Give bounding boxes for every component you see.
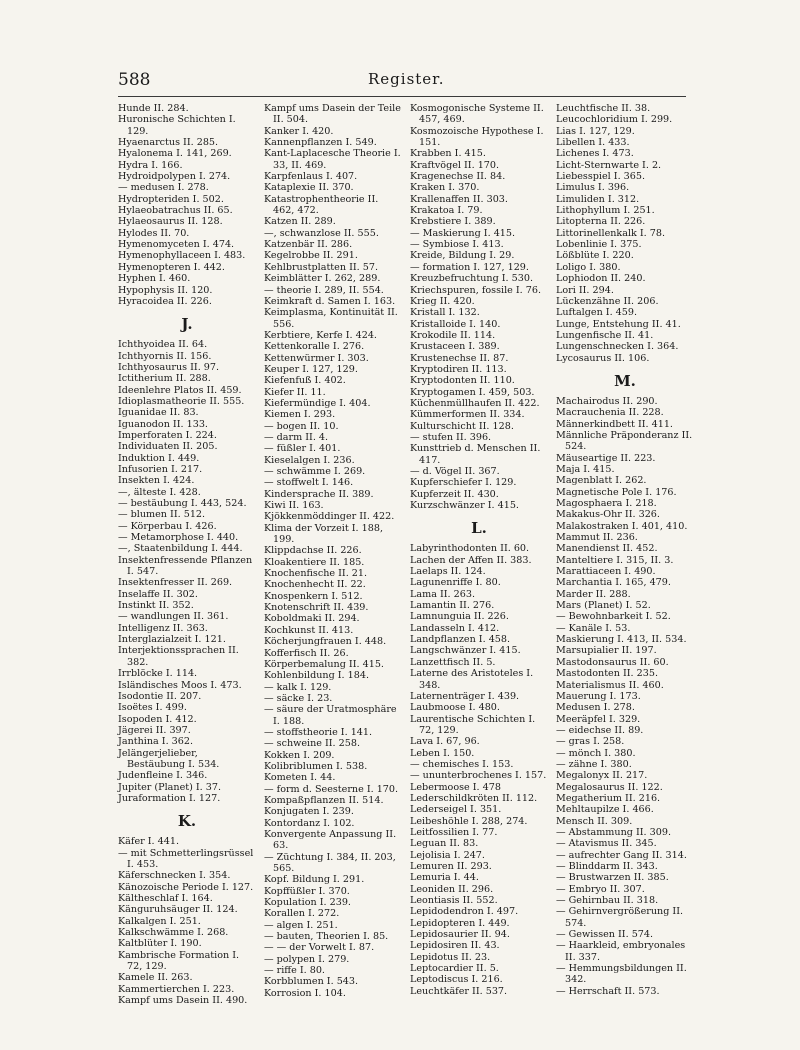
index-entry: Kopf. Bildung I. 291. <box>264 874 365 886</box>
index-entry: Intelligenz II. 363. <box>118 622 208 634</box>
index-entry: Kulturschicht II. 128. <box>410 420 514 432</box>
index-entry: Kiefermündige I. 404. <box>264 397 371 409</box>
index-entry: Kunsttrieb d. Menschen II. 417. <box>410 443 541 466</box>
index-entry: Krustaceen I. 389. <box>410 341 500 353</box>
index-entry: Keuper I. 127, 129. <box>264 363 358 375</box>
index-entry: Malakostraken I. 401, 410. <box>556 520 688 532</box>
index-entry: Kiefenfuß I. 402. <box>264 375 346 387</box>
index-entry: Hymenomyceten I. 474. <box>118 239 235 251</box>
index-entry: Infusorien I. 217. <box>118 463 203 475</box>
index-entry: Kehlbrustplatten II. 57. <box>264 261 379 273</box>
index-entry: Ideenlehre Platos II. 459. <box>118 384 242 396</box>
index-entry: Mammut II. 236. <box>556 532 638 544</box>
index-entry: Keimkraft d. Samen I. 163. <box>264 295 396 307</box>
index-entry: Kosmogonische Systeme II. 457, 469. <box>410 103 544 126</box>
index-entry: Knochenhecht II. 22. <box>264 579 366 591</box>
index-entry: — Haarkleid, embryonales II. 337. <box>556 940 686 963</box>
index-entry: Kreuzbefruchtung I. 530. <box>410 273 534 285</box>
index-entry: Kreide, Bildung I. 29. <box>410 250 515 262</box>
index-entry: — kalk I. 129. <box>264 681 332 693</box>
index-entry: — mit Schmetterlingsrüssel I. 453. <box>118 847 254 870</box>
index-entry: Kurzschwänzer I. 415. <box>410 500 519 512</box>
index-entry: Karpfenlaus I. 407. <box>264 171 358 183</box>
index-entry: Kraftvögel II. 170. <box>410 159 500 171</box>
index-entry: Hyracoidea II. 226. <box>118 295 212 307</box>
index-entry: — darm II. 4. <box>264 431 329 443</box>
index-entry: Liebesspiel I. 365. <box>556 171 646 183</box>
index-entry: Insektenfressende Pflanzen I. 547. <box>118 554 253 578</box>
index-entry: —, schwanzlose II. 555. <box>264 227 379 239</box>
index-entry: Kalkschwämme I. 268. <box>118 927 229 939</box>
index-entry: Luftalgen I. 459. <box>556 307 638 319</box>
index-entry: Käfer I. 441. <box>118 836 180 848</box>
index-entry: — blumen II. 512. <box>118 509 206 521</box>
index-entry: Kampf ums Dasein der Teile II. 504. <box>264 103 401 126</box>
index-entry: Huronische Schichten I. 129. <box>118 114 236 137</box>
index-entry: Makakus-Ohr II. 326. <box>556 509 660 521</box>
index-entry: Lanzettfisch II. 5. <box>410 656 496 668</box>
index-entry: Ichthyosaurus II. 97. <box>118 361 220 373</box>
index-entry: Jelängerjelieber, Bestäubung I. 534. <box>118 747 220 770</box>
index-entry: Kataplexie II. 370. <box>264 182 354 194</box>
index-entry: Interjektionssprachen II. 382. <box>118 645 239 668</box>
index-entry: Marchantia I. 165, 479. <box>556 577 671 589</box>
index-entry: Kopffüßler I. 370. <box>264 885 350 897</box>
index-entry: Kampf ums Dasein II. 490. <box>118 995 248 1007</box>
index-entry: Lückenzähne II. 206. <box>556 295 659 307</box>
index-entry: Mäuseartige II. 223. <box>556 452 656 464</box>
index-entry: — Atavismus II. 345. <box>556 838 657 850</box>
index-entry: Korrosion I. 104. <box>264 987 346 999</box>
index-entry: Maja I. 415. <box>556 463 615 475</box>
index-entry: Kochkunst II. 413. <box>264 624 354 636</box>
index-entry: Konvergente Anpassung II. 63. <box>264 829 397 852</box>
index-columns <box>118 103 702 1006</box>
index-entry: Isodontie II. 207. <box>118 690 202 702</box>
index-entry: Leucochloridium I. 299. <box>556 114 673 126</box>
index-entry: Kant-Laplacesche Theorie I. 33, II. 469. <box>264 148 401 171</box>
index-entry: Korallen I. 272. <box>264 908 340 920</box>
index-entry: Kerbtiere, Kerfe I. 424. <box>264 329 377 341</box>
index-entry: Lebermoose I. 478 <box>410 781 501 793</box>
index-entry: — zähne I. 380. <box>556 758 632 770</box>
index-entry: Kannenpflanzen I. 549. <box>264 137 377 149</box>
index-entry: Kupferschiefer I. 129. <box>410 477 517 489</box>
index-entry: Ictitherium II. 288. <box>118 373 211 385</box>
index-entry: Hydropteriden I. 502. <box>118 193 224 205</box>
index-entry: Krakatoa I. 79. <box>410 205 483 217</box>
index-entry: Leuchtfische II. 38. <box>556 103 651 114</box>
index-entry: — stoffstheorie I. 141. <box>264 726 373 738</box>
index-entry: Lophiodon II. 240. <box>556 273 646 285</box>
index-entry: — füßler I. 401. <box>264 443 341 455</box>
index-entry: Leptodiscus I. 216. <box>410 974 503 986</box>
index-entry: Lagunenriffe I. 80. <box>410 577 501 589</box>
index-entry: Kometen I. 44. <box>264 772 336 784</box>
index-entry: — Brustwarzen II. 385. <box>556 872 669 884</box>
index-entry: Käferschnecken I. 354. <box>118 870 231 882</box>
index-entry: Limulus I. 396. <box>556 182 630 194</box>
index-entry: Knospenkern I. 512. <box>264 590 363 602</box>
header-rule <box>118 96 686 97</box>
index-entry: Kambrische Formation I. 72, 129. <box>118 949 240 973</box>
index-entry: Hylaeobatrachus II. 65. <box>118 205 233 217</box>
index-entry: Katzenbär II. 286. <box>264 239 353 251</box>
index-entry: Lemuren II. 293. <box>410 861 492 872</box>
index-entry: Kiemen I. 293. <box>264 409 336 421</box>
index-entry: Lunge, Entstehung II. 41. <box>556 318 681 330</box>
index-entry: Krallenaffen II. 303. <box>410 193 508 205</box>
index-entry: Lobenlinie I. 375. <box>556 239 642 251</box>
index-entry: Medusen I. 278. <box>556 702 635 714</box>
index-entry: Induktion I. 449. <box>118 452 200 464</box>
index-entry: Kolibriblumen I. 538. <box>264 760 368 772</box>
index-entry: Inselaffe II. 302. <box>118 588 198 600</box>
index-entry: Leuchtkäfer II. 537. <box>410 985 508 997</box>
index-entry: Katastrophentheorie II. 462, 472. <box>264 193 379 217</box>
index-entry: Iguanidae II. 83. <box>118 407 199 419</box>
index-entry: Manteltiere I. 315, II. 3. <box>556 554 674 566</box>
index-entry: Hyaenarctus II. 285. <box>118 137 219 149</box>
index-entry: Juraformation I. 127. <box>118 792 221 804</box>
index-entry: — säcke I. 23. <box>264 692 333 704</box>
index-entry: Kristall I. 132. <box>410 307 480 319</box>
index-entry: Leitfossilien I. 77. <box>410 826 498 838</box>
index-entry: — — der Vorwelt I. 87. <box>264 942 375 954</box>
index-entry: Lori II. 294. <box>556 284 614 296</box>
index-entry: Klima der Vorzeit I. 188, 199. <box>264 522 383 546</box>
section-letter: K. <box>177 812 197 831</box>
index-entry: Ichthyornis II. 156. <box>118 350 212 362</box>
index-entry: — Blinddarm II. 343. <box>556 861 658 872</box>
index-entry: Lamnunguia II. 226. <box>410 611 509 623</box>
index-entry: Kryptodonten II. 110. <box>410 375 515 387</box>
index-entry: Lichenes I. 473. <box>556 148 634 160</box>
index-entry: Lithophyllum I. 251. <box>556 205 655 217</box>
index-entry: Hyphen I. 460. <box>118 273 191 285</box>
index-entry: Lepidopteren I. 449. <box>410 917 510 929</box>
index-entry: Loligo I. 380. <box>556 261 621 273</box>
index-entry: Isopoden I. 412. <box>118 713 197 725</box>
index-entry: Meeräpfel I. 329. <box>556 713 641 725</box>
section-letter: L. <box>471 519 487 538</box>
index-entry: Kegelrobbe II. 291. <box>264 250 358 262</box>
index-entry: — Herrschaft II. 573. <box>556 985 660 997</box>
index-entry: Leguan II. 83. <box>410 838 479 850</box>
index-column-4 <box>556 103 694 1006</box>
index-entry: Leontiasis II. 552. <box>410 895 498 907</box>
index-entry: Lepidosiren II. 43. <box>410 940 500 952</box>
index-entry: — ununterbrochenes I. 157. <box>410 770 547 782</box>
index-entry: Judenfleine I. 346. <box>118 770 208 782</box>
index-entry: Litopterna II. 226. <box>556 216 646 228</box>
index-entry: Jägerei II. 397. <box>118 724 191 736</box>
index-entry: Kosmozoische Hypothese I. 151. <box>410 125 544 149</box>
index-entry: — Kanäle I. 53. <box>556 622 631 634</box>
index-entry: Lederschildkröten II. 112. <box>410 792 538 804</box>
index-entry: Isoëtes I. 499. <box>118 702 187 714</box>
index-entry: Kümmerformen II. 334. <box>410 409 525 421</box>
index-entry: Kiwi II. 163. <box>264 500 324 512</box>
index-entry: Kiefer II. 11. <box>264 386 326 398</box>
index-entry: Instinkt II. 352. <box>118 600 194 612</box>
index-entry: Libellen I. 433. <box>556 137 630 149</box>
index-entry: Kragenechse II. 84. <box>410 171 506 183</box>
index-entry: Laternenträger I. 439. <box>410 690 520 702</box>
index-entry: Lepidodendron I. 497. <box>410 906 519 918</box>
index-entry: Leibeshöhle I. 288, 274. <box>410 815 528 827</box>
index-entry: — bestäubung I. 443, 524. <box>118 498 247 509</box>
index-entry: — Gehirnbau II. 318. <box>556 895 659 907</box>
index-entry: Köcherjungfrauen I. 448. <box>264 636 387 648</box>
index-entry: Knochenfische II. 21. <box>264 568 368 580</box>
index-entry: Magnetische Pole I. 176. <box>556 486 677 498</box>
index-entry: Laterne des Aristoteles I. 348. <box>410 668 534 691</box>
index-entry: Konjugaten I. 239. <box>264 806 354 818</box>
index-entry: Känguruhsäuger II. 124. <box>118 904 238 916</box>
index-entry: — mönch I. 380. <box>556 747 636 759</box>
index-entry: Licht-Sternwarte I. 2. <box>556 159 662 171</box>
index-entry: Kettenkoralle I. 276. <box>264 341 365 353</box>
index-entry: Janthina I. 362. <box>118 736 194 748</box>
index-entry: Lungenfische II. 41. <box>556 329 654 341</box>
index-entry: Kältheschlaf I. 164. <box>118 893 213 904</box>
index-entry: — Abstammung II. 309. <box>556 826 671 838</box>
index-entry: Keimplasma, Kontinuität II. 556. <box>264 307 398 330</box>
index-entry: — algen I. 251. <box>264 919 338 931</box>
index-entry: Mars (Planet) I. 52. <box>556 600 651 612</box>
index-entry: — medusen I. 278. <box>118 182 209 194</box>
index-entry: Marsupialier II. 197. <box>556 645 657 657</box>
index-entry: Kindersprache II. 389. <box>264 488 374 500</box>
index-entry: Kaltblüter I. 190. <box>118 938 202 950</box>
index-entry: Kalkalgen I. 251. <box>118 915 201 927</box>
index-entry: — Symbiose I. 413. <box>410 239 504 251</box>
index-entry: Insektenfresser II. 269. <box>118 577 233 589</box>
index-entry: Manendienst II. 452. <box>556 543 658 555</box>
index-entry: Kloakentiere II. 185. <box>264 556 365 568</box>
index-entry: Knotenschrift II. 439. <box>264 602 369 614</box>
index-entry: Hydroidpolypen I. 274. <box>118 171 231 183</box>
index-entry: Kofferfisch II. 26. <box>264 647 349 659</box>
index-entry: Leoniden II. 296. <box>410 883 494 895</box>
index-entry: Landasseln I. 412. <box>410 622 500 634</box>
index-entry: Krabben I. 415. <box>410 148 486 160</box>
index-entry: Kammertierchen I. 223. <box>118 983 235 995</box>
index-entry: Marattiaceen I. 490. <box>556 566 656 578</box>
index-entry: — stufen II. 396. <box>410 431 492 443</box>
index-entry: Iguanodon II. 133. <box>118 418 208 430</box>
index-entry: Lycosaurus II. 106. <box>556 352 650 364</box>
index-entry: — form d. Seesterne I. 170. <box>264 783 399 795</box>
index-entry: — Körperbau I. 426. <box>118 520 217 532</box>
index-entry: Kupferzeit II. 430. <box>410 488 499 500</box>
index-column-1 <box>118 103 256 1006</box>
index-entry: Lachen der Affen II. 383. <box>410 554 532 566</box>
index-entry: Lemuria I. 44. <box>410 872 479 884</box>
index-entry: Hymenopteren I. 442. <box>118 261 225 273</box>
index-entry: — formation I. 127, 129. <box>410 261 529 273</box>
index-entry: Mauerung I. 173. <box>556 690 641 702</box>
index-entry: Landpflanzen I. 458. <box>410 634 511 646</box>
index-entry: Interglazialzeit I. 121. <box>118 634 226 646</box>
index-entry: Leben I. 150. <box>410 747 475 759</box>
index-entry: Kompaßpflanzen II. 514. <box>264 794 384 806</box>
page-number: 588 <box>118 70 151 90</box>
index-column-3 <box>410 103 548 1006</box>
index-entry: Isländisches Moos I. 473. <box>118 679 242 691</box>
index-entry: Hunde II. 284. <box>118 103 189 114</box>
index-entry: Kettenwürmer I. 303. <box>264 352 369 364</box>
index-entry: Mensch II. 309. <box>556 815 633 827</box>
index-entry: Männerkindbett II. 411. <box>556 418 673 430</box>
index-entry: — stoffwelt I. 146. <box>264 477 354 489</box>
index-entry: Machairodus II. 290. <box>556 395 658 407</box>
index-entry: — Maskierung I. 415. <box>410 227 516 239</box>
index-entry: Kristalloide I. 140. <box>410 318 501 330</box>
index-entry: Idioplasmatheorie II. 555. <box>118 395 245 407</box>
index-entry: — schweine II. 258. <box>264 738 361 750</box>
index-entry: Marder II. 288. <box>556 588 631 600</box>
index-entry: Megatherium II. 216. <box>556 792 661 804</box>
index-entry: — Hemmungsbildungen II. 342. <box>556 963 687 986</box>
index-entry: Lejolisia I. 247. <box>410 849 485 861</box>
index-entry: Kjökkenmöddinger II. 422. <box>264 511 395 523</box>
index-entry: Kriechspuren, fossile I. 76. <box>410 284 542 296</box>
index-entry: Lamantin II. 276. <box>410 600 495 612</box>
section-letter: M. <box>614 371 636 390</box>
index-entry: Lößblüte I. 220. <box>556 250 634 262</box>
index-entry: Mastodonten II. 235. <box>556 668 658 680</box>
index-entry: Lias I. 127, 129. <box>556 125 635 137</box>
index-entry: Krustenechse II. 87. <box>410 352 509 364</box>
index-entry: Lederseigel I. 351. <box>410 804 502 816</box>
index-entry: — säure der Uratmosphäre I. 188. <box>264 704 397 727</box>
index-entry: Mehltaupilze I. 466. <box>556 804 654 816</box>
index-entry: Korbblumen I. 543. <box>264 976 359 988</box>
index-entry: Limuliden I. 312. <box>556 193 640 205</box>
index-entry: Hyalonema I. 141, 269. <box>118 148 232 160</box>
index-entry: — aufrechter Gang II. 314. <box>556 849 687 861</box>
index-entry: Littorinellenkalk I. 78. <box>556 227 666 239</box>
index-entry: Lungenschnecken I. 364. <box>556 341 679 353</box>
index-entry: Hylaeosaurus II. 128. <box>118 216 223 228</box>
index-column-2 <box>264 103 402 1006</box>
index-entry: Katzen II. 289. <box>264 216 336 228</box>
index-entry: Kraken I. 370. <box>410 182 480 194</box>
index-entry: Irrblöcke I. 114. <box>118 668 198 680</box>
index-entry: Jupiter (Planet) I. 37. <box>118 781 222 793</box>
index-entry: — chemisches I. 153. <box>410 758 514 770</box>
index-entry: Hymenophyllaceen I. 483. <box>118 250 246 262</box>
index-entry: Magosphaera I. 218. <box>556 498 657 509</box>
index-entry: Kohlenbildung I. 184. <box>264 670 370 682</box>
index-entry: Magenblatt I. 262. <box>556 475 647 487</box>
index-entry: — Züchtung I. 384, II. 203, 565. <box>264 851 396 875</box>
index-entry: Laubmoose I. 480. <box>410 702 500 714</box>
index-entry: — Gehirnvergrößerung II. 574. <box>556 906 684 929</box>
index-entry: Leptocardier II. 5. <box>410 963 499 975</box>
index-entry: Laelaps II. 124. <box>410 566 486 578</box>
index-entry: Keimblätter I. 262, 289. <box>264 273 381 285</box>
section-letter: J. <box>181 315 193 334</box>
index-entry: — Embryo II. 307. <box>556 883 645 895</box>
index-entry: Männliche Präponderanz II. 524. <box>556 429 693 453</box>
index-entry: Insekten I. 424. <box>118 475 195 487</box>
index-entry: — theorie I. 289, II. 554. <box>264 284 384 296</box>
index-entry: Kanker I. 420. <box>264 125 334 137</box>
index-entry: — wandlungen II. 361. <box>118 611 229 623</box>
index-entry: Hypophysis II. 120. <box>118 284 213 296</box>
index-entry: Hydra I. 166. <box>118 159 183 171</box>
index-entry: — Metamorphose I. 440. <box>118 532 239 544</box>
index-entry: Kryptogamen I. 459, 503. <box>410 386 535 398</box>
index-entry: Materialismus II. 460. <box>556 679 664 691</box>
index-entry: Megalosaurus II. 122. <box>556 781 663 793</box>
index-entry: Koboldmaki II. 294. <box>264 613 360 625</box>
index-entry: Lama II. 263. <box>410 588 475 600</box>
index-entry: Klippdachse II. 226. <box>264 545 362 557</box>
index-entry: — bauten, Theorien I. 85. <box>264 931 389 943</box>
index-entry: Kamele II. 263. <box>118 972 193 984</box>
index-entry: Megalonyx II. 217. <box>556 770 648 782</box>
index-entry: — Gewissen II. 574. <box>556 929 654 941</box>
index-entry: Lava I. 67, 96. <box>410 736 480 748</box>
index-entry: Lepidosaurier II. 94. <box>410 929 510 941</box>
index-entry: Labyrinthodonten II. 60. <box>410 543 530 555</box>
index-entry: Laurentische Schichten I. 72, 129. <box>410 713 536 736</box>
index-entry: Känozoische Periode I. 127. <box>118 881 254 893</box>
index-entry: — riffe I. 80. <box>264 965 325 977</box>
index-entry: Krokodile II. 114. <box>410 329 496 341</box>
index-entry: Imperforaten I. 224. <box>118 429 217 441</box>
running-head-title: Register. <box>368 70 445 88</box>
index-entry: Körperbemalung II. 415. <box>264 658 384 670</box>
index-entry: Langschwänzer I. 415. <box>410 645 521 657</box>
index-entry: Krebstiere I. 389. <box>410 216 496 228</box>
index-entry: Krieg II. 420. <box>410 295 475 307</box>
index-entry: Mastodonsaurus II. 60. <box>556 656 669 668</box>
index-entry: Maskierung I. 413, II. 534. <box>556 634 687 646</box>
index-entry: — d. Vögel II. 367. <box>410 466 500 477</box>
index-entry: —, Staatenbildung I. 444. <box>118 543 243 555</box>
index-entry: Kopulation I. 239. <box>264 897 351 909</box>
index-entry: Macrauchenia II. 228. <box>556 407 664 419</box>
index-entry: Kryptodiren II. 113. <box>410 363 507 375</box>
index-entry: — schwämme I. 269. <box>264 466 366 477</box>
index-entry: Küchenmüllhaufen II. 422. <box>410 397 540 409</box>
index-entry: Kokken I. 209. <box>264 749 335 761</box>
index-entry: Ichthyoidea II. 64. <box>118 339 208 351</box>
index-entry: Kontordanz I. 102. <box>264 817 355 829</box>
index-entry: Individuaten II. 205. <box>118 441 218 453</box>
index-entry: — eidechse II. 89. <box>556 724 644 736</box>
index-entry: — bogen II. 10. <box>264 420 339 432</box>
index-entry: Hylodes II. 70. <box>118 227 190 239</box>
index-entry: Kieselalgen I. 236. <box>264 454 355 466</box>
index-entry: —, älteste I. 428. <box>118 486 201 498</box>
index-entry: Lepidotus II. 23. <box>410 951 491 963</box>
index-entry: — Bewohnbarkeit I. 52. <box>556 611 671 623</box>
index-entry: — gras I. 258. <box>556 736 625 748</box>
index-entry: — polypen I. 279. <box>264 953 350 965</box>
